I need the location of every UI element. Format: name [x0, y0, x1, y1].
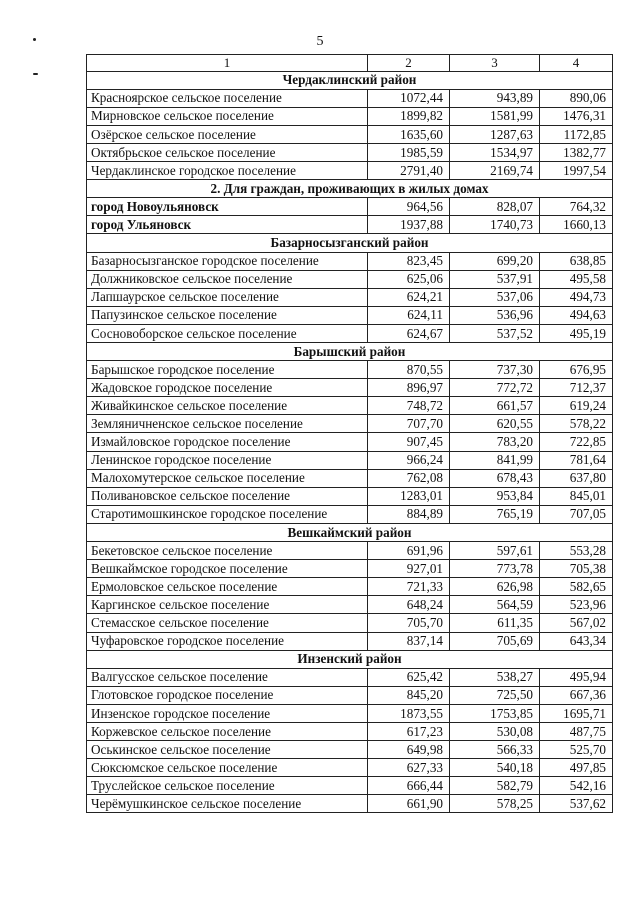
- value-col-4: 845,01: [540, 487, 613, 505]
- settlement-name: Поливановское сельское поселение: [87, 487, 368, 505]
- value-col-2: 927,01: [368, 560, 450, 578]
- table-row: [87, 668, 613, 686]
- value-col-3: 620,55: [450, 415, 540, 433]
- settlement-name: Чердаклинское городское поселение: [87, 162, 368, 180]
- table-row: [87, 143, 613, 161]
- value-col-2: 966,24: [368, 451, 450, 469]
- value-col-2: 823,45: [368, 252, 450, 270]
- table-row: [87, 361, 613, 379]
- table-body: [87, 71, 613, 813]
- section-title: Инзенский район: [87, 650, 613, 668]
- value-col-2: 748,72: [368, 397, 450, 415]
- value-col-2: 624,67: [368, 324, 450, 342]
- section-header-row: [87, 523, 613, 541]
- settlement-name: Малохомутерское сельское поселение: [87, 469, 368, 487]
- table-row: [87, 125, 613, 143]
- table-row: [87, 722, 613, 740]
- table-row: [87, 89, 613, 107]
- value-col-3: 678,43: [450, 469, 540, 487]
- value-col-4: 1382,77: [540, 143, 613, 161]
- value-col-2: 884,89: [368, 505, 450, 523]
- value-col-4: 705,38: [540, 560, 613, 578]
- value-col-3: 582,79: [450, 777, 540, 795]
- table-row: [87, 777, 613, 795]
- value-col-3: 1534,97: [450, 143, 540, 161]
- settlement-name: Папузинское сельское поселение: [87, 306, 368, 324]
- header-cell: 2: [368, 55, 450, 72]
- table-row: [87, 704, 613, 722]
- settlement-name: Базарносызганское городское поселение: [87, 252, 368, 270]
- value-col-2: 1873,55: [368, 704, 450, 722]
- settlement-name: Оськинское сельское поселение: [87, 741, 368, 759]
- value-col-2: 837,14: [368, 632, 450, 650]
- settlement-name: Лапшаурское сельское поселение: [87, 288, 368, 306]
- settlement-name: Инзенское городское поселение: [87, 704, 368, 722]
- settlement-name: Глотовское городское поселение: [87, 686, 368, 704]
- section-title: Базарносызганский район: [87, 234, 613, 252]
- value-col-3: 661,57: [450, 397, 540, 415]
- value-col-4: 1660,13: [540, 216, 613, 234]
- value-col-3: 828,07: [450, 198, 540, 216]
- settlement-name: Бекетовское сельское поселение: [87, 542, 368, 560]
- value-col-4: 643,34: [540, 632, 613, 650]
- settlement-name: Ермоловское сельское поселение: [87, 578, 368, 596]
- value-col-4: 707,05: [540, 505, 613, 523]
- value-col-3: 540,18: [450, 759, 540, 777]
- table-row: [87, 252, 613, 270]
- value-col-2: 870,55: [368, 361, 450, 379]
- settlement-name: город Новоульяновск: [87, 198, 368, 216]
- section-title: Вешкаймский район: [87, 523, 613, 541]
- value-col-2: 964,56: [368, 198, 450, 216]
- value-col-3: 725,50: [450, 686, 540, 704]
- value-col-3: 537,52: [450, 324, 540, 342]
- table-row: [87, 216, 613, 234]
- value-col-4: 1476,31: [540, 107, 613, 125]
- table-row: [87, 415, 613, 433]
- settlement-name: Черёмушкинское сельское поселение: [87, 795, 368, 813]
- value-col-3: 537,06: [450, 288, 540, 306]
- settlement-name: Измайловское городское поселение: [87, 433, 368, 451]
- table-row: [87, 397, 613, 415]
- value-col-2: 2791,40: [368, 162, 450, 180]
- section-title: 2. Для граждан, проживающих в жилых домах: [87, 180, 613, 198]
- value-col-4: 542,16: [540, 777, 613, 795]
- table-row: [87, 433, 613, 451]
- value-col-4: 567,02: [540, 614, 613, 632]
- value-col-3: 530,08: [450, 722, 540, 740]
- value-col-2: 762,08: [368, 469, 450, 487]
- value-col-4: 1695,71: [540, 704, 613, 722]
- value-col-4: 638,85: [540, 252, 613, 270]
- value-col-2: 649,98: [368, 741, 450, 759]
- value-col-3: 564,59: [450, 596, 540, 614]
- table-row: [87, 614, 613, 632]
- table-row: [87, 198, 613, 216]
- value-col-3: 597,61: [450, 542, 540, 560]
- value-col-2: 661,90: [368, 795, 450, 813]
- section-title: Чердаклинский район: [87, 71, 613, 89]
- value-col-3: 841,99: [450, 451, 540, 469]
- value-col-2: 1283,01: [368, 487, 450, 505]
- value-col-2: 1635,60: [368, 125, 450, 143]
- value-col-4: 537,62: [540, 795, 613, 813]
- value-col-3: 705,69: [450, 632, 540, 650]
- settlement-name: Ленинское городское поселение: [87, 451, 368, 469]
- value-col-3: 699,20: [450, 252, 540, 270]
- section-header-row: [87, 234, 613, 252]
- value-col-2: 1937,88: [368, 216, 450, 234]
- section-header-row: [87, 650, 613, 668]
- value-col-2: 721,33: [368, 578, 450, 596]
- settlement-name: Мирновское сельское поселение: [87, 107, 368, 125]
- settlement-name: Каргинское сельское поселение: [87, 596, 368, 614]
- value-col-3: 1287,63: [450, 125, 540, 143]
- value-col-4: 494,73: [540, 288, 613, 306]
- header-cell: 4: [540, 55, 613, 72]
- value-col-4: 712,37: [540, 379, 613, 397]
- value-col-2: 907,45: [368, 433, 450, 451]
- value-col-4: 495,94: [540, 668, 613, 686]
- value-col-2: 691,96: [368, 542, 450, 560]
- value-col-4: 487,75: [540, 722, 613, 740]
- value-col-4: 495,58: [540, 270, 613, 288]
- value-col-2: 617,23: [368, 722, 450, 740]
- value-col-4: 553,28: [540, 542, 613, 560]
- settlement-name: Труслейское сельское поселение: [87, 777, 368, 795]
- settlement-name: Стемасское сельское поселение: [87, 614, 368, 632]
- settlement-name: Чуфаровское городское поселение: [87, 632, 368, 650]
- settlement-name: Сосновоборское сельское поселение: [87, 324, 368, 342]
- table-row: [87, 560, 613, 578]
- value-col-4: 494,63: [540, 306, 613, 324]
- value-col-2: 845,20: [368, 686, 450, 704]
- value-col-2: 625,42: [368, 668, 450, 686]
- value-col-3: 943,89: [450, 89, 540, 107]
- value-col-3: 537,91: [450, 270, 540, 288]
- table-header-row: [87, 55, 613, 72]
- settlement-name: Барышское городское поселение: [87, 361, 368, 379]
- section-header-row: [87, 180, 613, 198]
- value-col-3: 611,35: [450, 614, 540, 632]
- table-row: [87, 596, 613, 614]
- table-row: [87, 469, 613, 487]
- value-col-2: 625,06: [368, 270, 450, 288]
- table-row: [87, 324, 613, 342]
- settlement-name: Сюксюмское сельское поселение: [87, 759, 368, 777]
- table-row: [87, 759, 613, 777]
- settlement-name: Коржевское сельское поселение: [87, 722, 368, 740]
- value-col-3: 773,78: [450, 560, 540, 578]
- value-col-3: 536,96: [450, 306, 540, 324]
- settlement-name: город Ульяновск: [87, 216, 368, 234]
- settlement-name: Октябрьское сельское поселение: [87, 143, 368, 161]
- table-row: [87, 686, 613, 704]
- table-row: [87, 578, 613, 596]
- table-row: [87, 379, 613, 397]
- table-row: [87, 741, 613, 759]
- value-col-2: 1072,44: [368, 89, 450, 107]
- value-col-4: 764,32: [540, 198, 613, 216]
- table-row: [87, 505, 613, 523]
- value-col-2: 648,24: [368, 596, 450, 614]
- table-row: [87, 162, 613, 180]
- value-col-4: 676,95: [540, 361, 613, 379]
- value-col-4: 1997,54: [540, 162, 613, 180]
- value-col-3: 538,27: [450, 668, 540, 686]
- table-row: [87, 107, 613, 125]
- value-col-2: 666,44: [368, 777, 450, 795]
- value-col-3: 578,25: [450, 795, 540, 813]
- table-row: [87, 288, 613, 306]
- value-col-2: 624,21: [368, 288, 450, 306]
- table-row: [87, 487, 613, 505]
- settlement-name: Земляничненское сельское поселение: [87, 415, 368, 433]
- header-cell: 1: [87, 55, 368, 72]
- page-number: 5: [316, 34, 324, 49]
- value-col-4: 722,85: [540, 433, 613, 451]
- value-col-3: 765,19: [450, 505, 540, 523]
- value-col-3: 953,84: [450, 487, 540, 505]
- table-row: [87, 795, 613, 813]
- tariff-table: [86, 54, 613, 813]
- settlement-name: Жадовское городское поселение: [87, 379, 368, 397]
- value-col-3: 783,20: [450, 433, 540, 451]
- value-col-4: 578,22: [540, 415, 613, 433]
- settlement-name: Красноярское сельское поселение: [87, 89, 368, 107]
- table-row: [87, 451, 613, 469]
- value-col-2: 1899,82: [368, 107, 450, 125]
- value-col-4: 582,65: [540, 578, 613, 596]
- settlement-name: Вешкаймское городское поселение: [87, 560, 368, 578]
- value-col-2: 1985,59: [368, 143, 450, 161]
- value-col-3: 566,33: [450, 741, 540, 759]
- value-col-4: 497,85: [540, 759, 613, 777]
- value-col-3: 1581,99: [450, 107, 540, 125]
- value-col-4: 525,70: [540, 741, 613, 759]
- value-col-4: 781,64: [540, 451, 613, 469]
- table-row: [87, 306, 613, 324]
- value-col-3: 2169,74: [450, 162, 540, 180]
- value-col-3: 737,30: [450, 361, 540, 379]
- section-title: Барышский район: [87, 343, 613, 361]
- value-col-2: 705,70: [368, 614, 450, 632]
- value-col-4: 890,06: [540, 89, 613, 107]
- section-header-row: [87, 71, 613, 89]
- value-col-3: 1740,73: [450, 216, 540, 234]
- value-col-4: 495,19: [540, 324, 613, 342]
- value-col-2: 627,33: [368, 759, 450, 777]
- value-col-4: 619,24: [540, 397, 613, 415]
- value-col-2: 707,70: [368, 415, 450, 433]
- settlement-name: Валгусское сельское поселение: [87, 668, 368, 686]
- value-col-2: 896,97: [368, 379, 450, 397]
- value-col-4: 1172,85: [540, 125, 613, 143]
- value-col-4: 523,96: [540, 596, 613, 614]
- value-col-4: 637,80: [540, 469, 613, 487]
- value-col-3: 772,72: [450, 379, 540, 397]
- table-row: [87, 542, 613, 560]
- settlement-name: Старотимошкинское городское поселение: [87, 505, 368, 523]
- value-col-3: 626,98: [450, 578, 540, 596]
- margin-mark-bottom: [33, 73, 38, 75]
- section-header-row: [87, 343, 613, 361]
- settlement-name: Озёрское сельское поселение: [87, 125, 368, 143]
- header-cell: 3: [450, 55, 540, 72]
- value-col-2: 624,11: [368, 306, 450, 324]
- settlement-name: Должниковское сельское поселение: [87, 270, 368, 288]
- value-col-3: 1753,85: [450, 704, 540, 722]
- table-row: [87, 632, 613, 650]
- value-col-4: 667,36: [540, 686, 613, 704]
- table-row: [87, 270, 613, 288]
- settlement-name: Живайкинское сельское поселение: [87, 397, 368, 415]
